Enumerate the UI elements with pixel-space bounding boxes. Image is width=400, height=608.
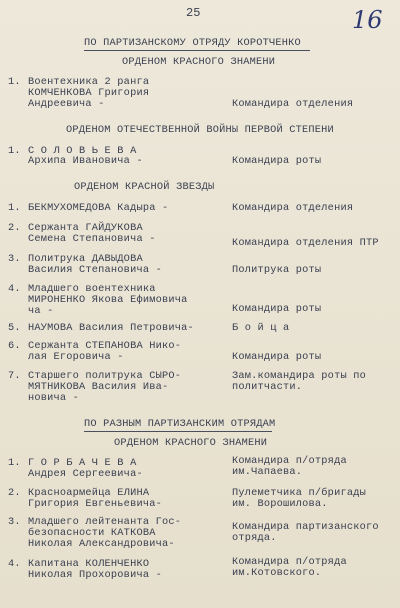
entry-line: БЕКМУХОМЕДОВА Кадыра -: [28, 202, 169, 214]
entry-line: МЯТНИКОВА Василия Ива-: [28, 381, 169, 393]
entry-num: 1.: [8, 76, 21, 88]
section2-title: ПО РАЗНЫМ ПАРТИЗАНСКИМ ОТРЯДАМ: [84, 418, 276, 430]
entry-line: Василия Степановича -: [28, 264, 162, 276]
entry-num: 4.: [8, 558, 21, 570]
entry-position: Командира роты: [232, 303, 322, 315]
section1-title-underline: [84, 50, 310, 51]
entry-line: ча -: [28, 305, 54, 317]
entry-position: Командира роты: [232, 155, 322, 167]
entry-position: Б о й ц а: [232, 322, 290, 334]
entry-line: новича -: [28, 392, 80, 404]
page-number: 25: [186, 6, 201, 20]
section2-title-underline: [84, 431, 272, 432]
entry-line: Г О Р Б А Ч Е В А: [28, 457, 137, 469]
entry-num: 1.: [8, 202, 21, 214]
entry-position: Командира отделения: [232, 202, 354, 214]
section1-order2: ОРДЕНОМ ОТЕЧЕСТВЕННОЙ ВОЙНЫ ПЕРВОЙ СТЕПЕНИ: [66, 124, 334, 136]
entry-line: Сержанта СТЕПАНОВА Нико-: [28, 340, 182, 352]
entry-num: 4.: [8, 283, 21, 295]
entry-position: Политрука роты: [232, 264, 322, 276]
entry-line: МИРОНЕНКО Якова Ефимовича: [28, 294, 188, 306]
entry-num: 1.: [8, 457, 21, 469]
entry-num: 2.: [8, 222, 21, 234]
entry-line: Архипа Ивановича -: [28, 155, 143, 167]
entry-position: Командира п/отряда: [232, 455, 347, 467]
entry-position: Командира отделения ПТР: [232, 237, 379, 249]
entry-num: 6.: [8, 340, 21, 352]
section1-order3: ОРДЕНОМ КРАСНОЙ ЗВЕЗДЫ: [74, 181, 215, 193]
entry-line: Андрея Сергеевича-: [28, 468, 143, 480]
entry-num: 1.: [8, 145, 21, 157]
section2-order: ОРДЕНОМ КРАСНОГО ЗНАМЕНИ: [114, 437, 268, 449]
entry-num: 2.: [8, 487, 21, 499]
entry-line: Старшего политрука СЫРО-: [28, 370, 182, 382]
entry-position: Командира отделения: [232, 98, 354, 110]
handwritten-page-number: 16: [352, 6, 383, 34]
entry-num: 7.: [8, 370, 21, 382]
entry-position: им. Ворошилова.: [232, 498, 328, 510]
entry-position: Командира п/отряда: [232, 556, 347, 568]
entry-line: Младшего воентехника: [28, 283, 156, 295]
entry-position: Пулеметчика п/бригады: [232, 487, 366, 499]
entry-position: Командира роты: [232, 351, 322, 363]
entry-line: Воентехника 2 ранга: [28, 76, 150, 88]
entry-line: Семена Степановича -: [28, 233, 156, 245]
entry-line: безопасности КАТКОВА: [28, 527, 156, 539]
section1-order1: ОРДЕНОМ КРАСНОГО ЗНАМЕНИ: [122, 56, 276, 68]
entry-line: Григория Евгеньевича-: [28, 498, 162, 510]
entry-line: С О Л О В Ь Е В А: [28, 145, 137, 157]
entry-line: Сержанта ГАЙДУКОВА: [28, 222, 143, 234]
entry-position: им.Котовского.: [232, 567, 322, 579]
entry-line: Политрука ДАВЫДОВА: [28, 253, 143, 265]
entry-line: Андреевича -: [28, 98, 105, 110]
entry-line: Капитана КОЛЕНЧЕНКО: [28, 558, 150, 570]
entry-position: им.Чапаева.: [232, 466, 303, 478]
entry-num: 3.: [8, 253, 21, 265]
entry-line: Николая Прохоровича -: [28, 569, 162, 581]
entry-position: отряда.: [232, 532, 277, 544]
entry-line: НАУМОВА Василия Петровича-: [28, 322, 194, 334]
entry-position: Зам.командира роты по: [232, 370, 366, 382]
entry-line: КОМЧЕНКОВА Григория: [28, 87, 150, 99]
entry-num: 3.: [8, 516, 21, 528]
section1-title: ПО ПАРТИЗАНСКОМУ ОТРЯДУ КОРОТЧЕНКО: [84, 37, 301, 49]
entry-line: Николая Александровича-: [28, 538, 175, 550]
entry-position: Командира партизанского: [232, 521, 379, 533]
entry-position: политчасти.: [232, 381, 303, 393]
entry-num: 5.: [8, 322, 21, 334]
entry-line: лая Егоровича -: [28, 351, 124, 363]
entry-line: Красноармейца ЕЛИНА: [28, 487, 150, 499]
entry-line: Младшего лейтенанта Гос-: [28, 516, 182, 528]
